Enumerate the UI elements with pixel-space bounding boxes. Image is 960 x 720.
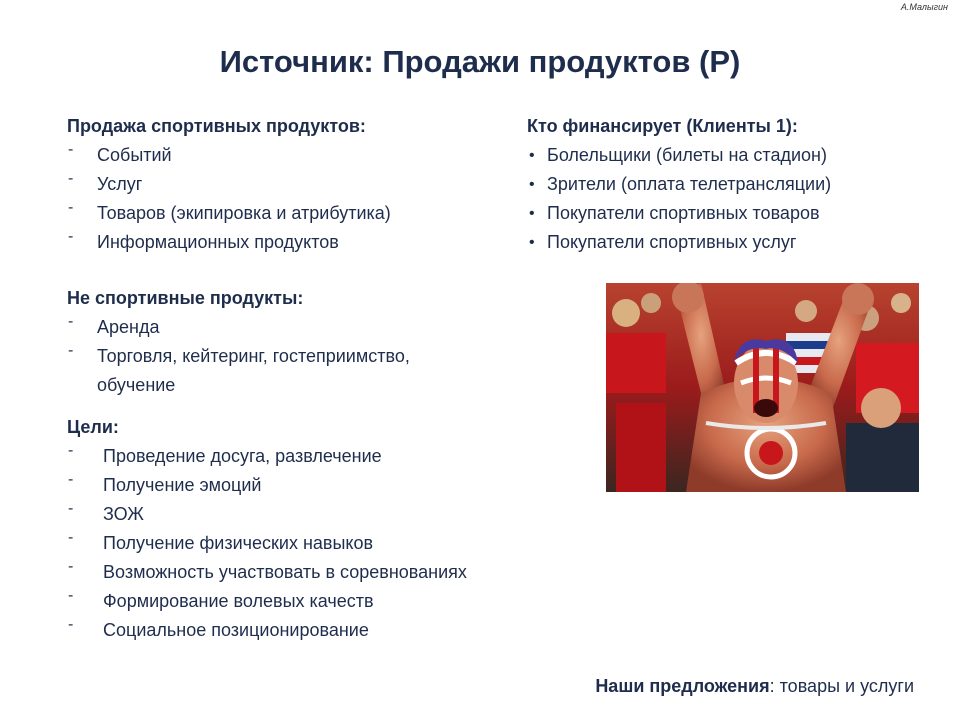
list-item: • Покупатели спортивных услуг (527, 228, 831, 257)
list-item: - Услуг (67, 170, 391, 199)
dash-marker: - (68, 587, 74, 604)
list-item: - ЗОЖ (67, 500, 467, 529)
dash-marker: - (68, 500, 74, 517)
dash-marker: - (68, 170, 74, 187)
funders-list (527, 141, 831, 257)
dash-marker: - (68, 228, 74, 245)
bullet-marker: • (529, 205, 535, 222)
goals-list (67, 442, 467, 645)
list-item: • Покупатели спортивных товаров (527, 199, 831, 228)
sport-products-heading: Продажа спортивных продуктов: (67, 116, 366, 136)
non-sport-products-block (67, 284, 410, 400)
offer-text: : товары и услуги (769, 676, 914, 696)
list-item-continuation: обучение (97, 375, 176, 395)
list-item: - Социальное позиционирование (67, 616, 467, 645)
list-item: - Проведение досуга, развлечение (67, 442, 467, 471)
slide-title: Источник: Продажи продуктов (Р) (219, 44, 741, 79)
dash-marker: - (68, 442, 74, 459)
dash-marker: - (68, 141, 74, 158)
goals-block (67, 413, 467, 645)
list-item: - Получение физических навыков (67, 529, 467, 558)
dash-marker: - (68, 471, 74, 488)
offer-label: Наши предложения (595, 676, 770, 696)
bullet-marker: • (529, 234, 535, 251)
fan-photo (606, 283, 919, 492)
fan-photo-illustration (606, 283, 919, 492)
non-sport-products-heading: Не спортивные продукты: (67, 288, 304, 308)
list-item: - Торговля, кейтеринг, гостеприимство, (67, 342, 410, 371)
list-item: - Формирование волевых качеств (67, 587, 467, 616)
author-label: А.Малыгин (900, 2, 948, 12)
dash-marker: - (68, 616, 74, 633)
list-item: - Получение эмоций (67, 471, 467, 500)
list-item: • Болельщики (билеты на стадион) (527, 141, 831, 170)
bullet-marker: • (529, 147, 535, 164)
bullet-marker: • (529, 176, 535, 193)
offer-line (595, 676, 914, 697)
funders-heading: Кто финансирует (Клиенты 1): (527, 116, 798, 136)
sport-products-list (67, 141, 391, 257)
dash-marker: - (68, 342, 74, 359)
list-item: - Возможность участвовать в соревнованиях (67, 558, 467, 587)
goals-heading: Цели: (67, 417, 119, 437)
list-item: - Товаров (экипировка и атрибутика) (67, 199, 391, 228)
list-item: - Информационных продуктов (67, 228, 391, 257)
dash-marker: - (68, 199, 74, 216)
funders-block (527, 112, 831, 257)
list-item: - Аренда (67, 313, 410, 342)
list-item: - Событий (67, 141, 391, 170)
list-item: • Зрители (оплата телетрансляции) (527, 170, 831, 199)
dash-marker: - (68, 558, 74, 575)
dash-marker: - (68, 529, 74, 546)
sport-products-block (67, 112, 391, 257)
non-sport-products-list (67, 313, 410, 400)
dash-marker: - (68, 313, 74, 330)
